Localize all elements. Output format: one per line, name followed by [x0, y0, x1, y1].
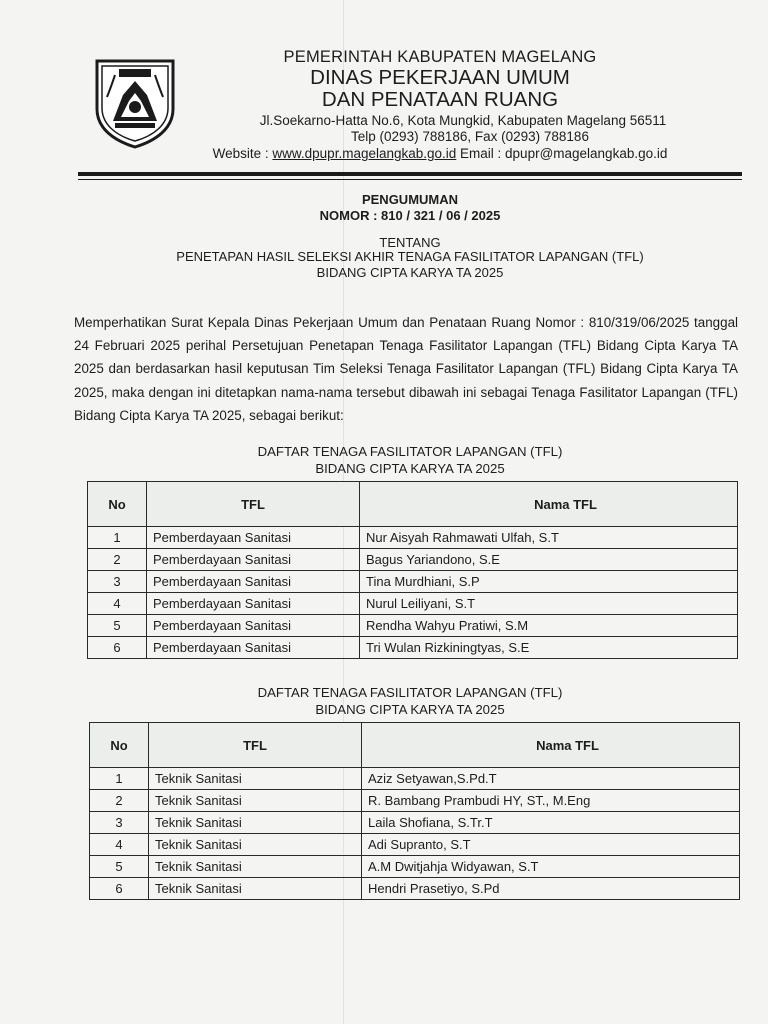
- cell-no: 3: [90, 812, 149, 834]
- letterhead-address: Jl.Soekarno-Hatta No.6, Kota Mungkid, Kabupaten Magelang 56511: [259, 113, 667, 128]
- cell-nama: Adi Supranto, S.T: [362, 834, 740, 856]
- cell-no: 2: [90, 790, 149, 812]
- col-header-no: No: [88, 482, 147, 527]
- cell-nama: A.M Dwitjahja Widyawan, S.T: [362, 856, 740, 878]
- list2-title-line2: BIDANG CIPTA KARYA TA 2025: [315, 702, 505, 717]
- cell-tfl: Pemberdayaan Sanitasi: [147, 615, 360, 637]
- cell-nama: Aziz Setyawan,S.Pd.T: [362, 768, 740, 790]
- letterhead-agency-line2: DAN PENATAAN RUANG: [321, 88, 559, 111]
- letterhead-rule-thin: [78, 179, 742, 180]
- letterhead-contact: [170, 145, 710, 163]
- cell-tfl: Pemberdayaan Sanitasi: [147, 637, 360, 659]
- letterhead-phone: Telp (0293) 788186, Fax (0293) 788186: [351, 129, 589, 144]
- cell-tfl: Teknik Sanitasi: [149, 790, 362, 812]
- table-row: [90, 856, 740, 878]
- cell-nama: Bagus Yariandono, S.E: [360, 549, 738, 571]
- announcement-subject-line1: PENETAPAN HASIL SELEKSI AKHIR TENAGA FASILITATOR LAPANGAN (TFL): [176, 249, 644, 264]
- cell-tfl: Pemberdayaan Sanitasi: [147, 571, 360, 593]
- cell-nama: Tri Wulan Rizkiningtyas, S.E: [360, 637, 738, 659]
- cell-tfl: Pemberdayaan Sanitasi: [147, 593, 360, 615]
- cell-no: 4: [90, 834, 149, 856]
- letterhead-agency-line1: DINAS PEKERJAAN UMUM: [310, 66, 570, 89]
- announcement-subject-line2: BIDANG CIPTA KARYA TA 2025: [316, 265, 504, 280]
- table-row: [90, 790, 740, 812]
- col-header-nama: Nama TFL: [360, 482, 738, 527]
- table-header-row: [90, 723, 740, 768]
- table-row: [88, 593, 738, 615]
- cell-tfl: Teknik Sanitasi: [149, 856, 362, 878]
- cell-no: 1: [88, 527, 147, 549]
- cell-no: 3: [88, 571, 147, 593]
- cell-no: 6: [88, 637, 147, 659]
- cell-no: 6: [90, 878, 149, 900]
- table-header-row: [88, 482, 738, 527]
- cell-tfl: Pemberdayaan Sanitasi: [147, 549, 360, 571]
- cell-tfl: Teknik Sanitasi: [149, 768, 362, 790]
- cell-nama: Nur Aisyah Rahmawati Ulfah, S.T: [360, 527, 738, 549]
- cell-tfl: Teknik Sanitasi: [149, 812, 362, 834]
- website-link[interactable]: www.dpupr.magelangkab.go.id: [272, 146, 457, 161]
- cell-nama: Laila Shofiana, S.Tr.T: [362, 812, 740, 834]
- table-row: [88, 549, 738, 571]
- cell-nama: Nurul Leiliyani, S.T: [360, 593, 738, 615]
- list2-title-line1: DAFTAR TENAGA FASILITATOR LAPANGAN (TFL): [257, 685, 563, 700]
- announcement-title: PENGUMUMAN: [361, 192, 459, 207]
- website-label: Website :: [212, 146, 273, 161]
- cell-no: 5: [90, 856, 149, 878]
- table-row: [88, 527, 738, 549]
- cell-nama: R. Bambang Prambudi HY, ST., M.Eng: [362, 790, 740, 812]
- col-header-no: No: [90, 723, 149, 768]
- cell-no: 1: [90, 768, 149, 790]
- announcement-about: TENTANG: [379, 235, 441, 250]
- letterhead-rule-thick: [78, 172, 742, 176]
- email-text: Email : dpupr@magelangkab.go.id: [456, 146, 668, 161]
- tfl-table-sanitation-empowerment: [87, 481, 738, 659]
- cell-no: 4: [88, 593, 147, 615]
- letterhead: [170, 48, 710, 163]
- table-row: [90, 834, 740, 856]
- cell-tfl: Pemberdayaan Sanitasi: [147, 527, 360, 549]
- cell-nama: Rendha Wahyu Pratiwi, S.M: [360, 615, 738, 637]
- list1-title-line1: DAFTAR TENAGA FASILITATOR LAPANGAN (TFL): [257, 444, 563, 459]
- cell-tfl: Teknik Sanitasi: [149, 878, 362, 900]
- cell-nama: Hendri Prasetiyo, S.Pd: [362, 878, 740, 900]
- table-row: [88, 637, 738, 659]
- table-row: [90, 812, 740, 834]
- cell-no: 5: [88, 615, 147, 637]
- tfl-table-sanitation-engineering: [89, 722, 740, 900]
- col-header-tfl: TFL: [149, 723, 362, 768]
- letterhead-government: PEMERINTAH KABUPATEN MAGELANG: [283, 48, 597, 66]
- regency-emblem-logo: [93, 57, 177, 149]
- col-header-nama: Nama TFL: [362, 723, 740, 768]
- announcement-number: NOMOR : 810 / 321 / 06 / 2025: [319, 208, 501, 223]
- announcement-body: Memperhatikan Surat Kepala Dinas Pekerjaan Umum dan Penataan Ruang Nomor : 810/319/06/2025 tanggal 24 Februari 2025 perihal Persetujuan Penetapan Tenaga Fasilitator Lapangan (TFL) Bidang Cipta Karya TA 2025 dan berdasarkan hasil keputusan Tim Seleksi Tenaga Fasilitator Lapangan (TFL) Bidang Cipta Karya TA 2025, maka dengan ini ditetapkan nama-nama tersebut dibawah ini sebagai Tenaga Fasilitator Lapangan (TFL) Bidang Cipta Karya TA 2025, sebagai berikut:: [74, 315, 738, 423]
- cell-nama: Tina Murdhiani, S.P: [360, 571, 738, 593]
- table-row: [88, 615, 738, 637]
- table-row: [90, 878, 740, 900]
- table-row: [90, 768, 740, 790]
- cell-tfl: Teknik Sanitasi: [149, 834, 362, 856]
- cell-no: 2: [88, 549, 147, 571]
- col-header-tfl: TFL: [147, 482, 360, 527]
- table-row: [88, 571, 738, 593]
- list1-title-line2: BIDANG CIPTA KARYA TA 2025: [315, 461, 505, 476]
